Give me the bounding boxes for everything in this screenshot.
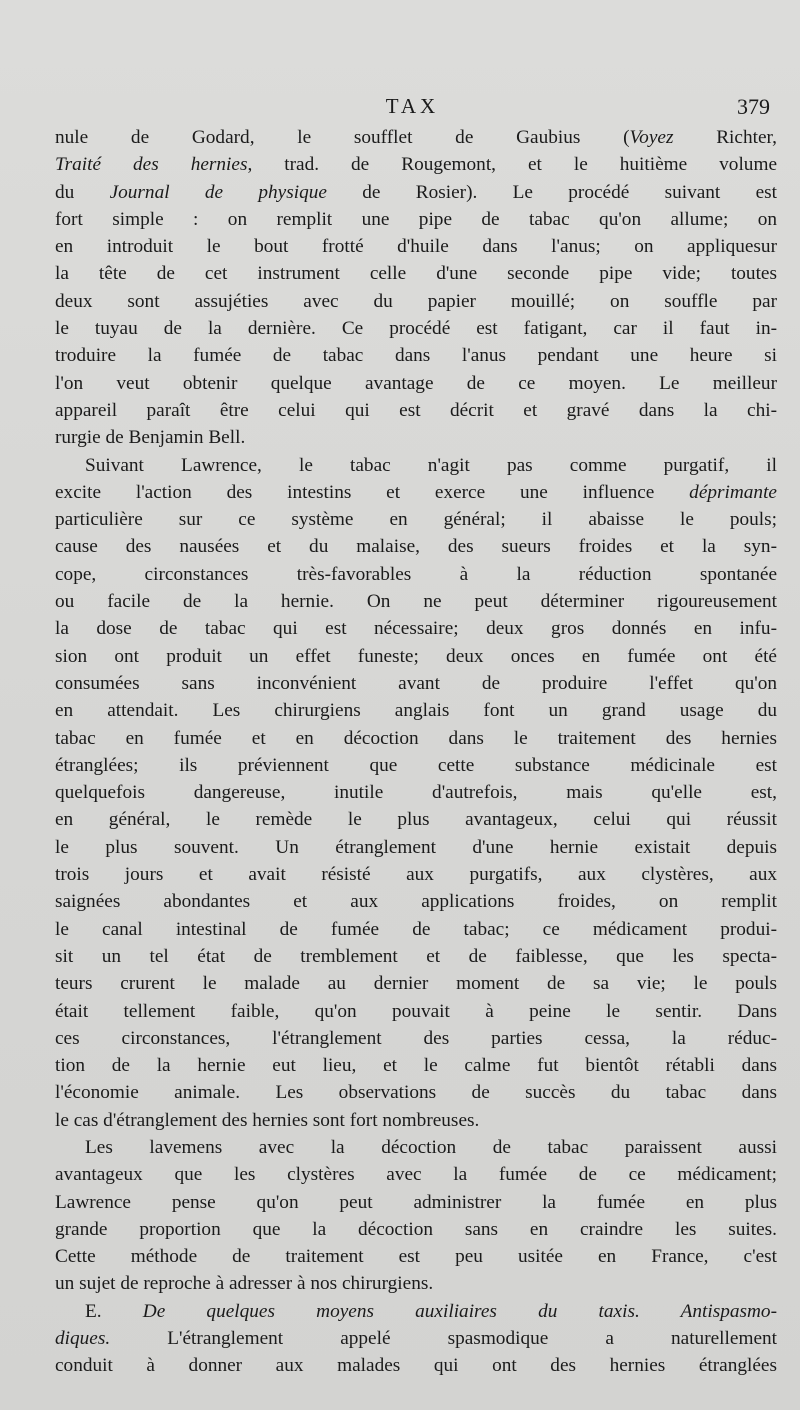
text-line: Traité des hernies, trad. de Rougemont, et le huitième volume <box>55 154 778 176</box>
paragraph-3 <box>55 1134 777 1298</box>
text-line: rurgie de Benjamin Bell. <box>55 427 246 449</box>
text-line: quelquefois dangereuse, inutile d'autrefois, mais qu'elle est, <box>55 782 777 804</box>
text-line: en introduit le bout frotté d'huile dans l'anus; on appliquesur <box>55 236 777 258</box>
text-line: le canal intestinal de fumée de tabac; ce médicament produi- <box>55 918 777 940</box>
text-line: Les lavemens avec la décoction de tabac paraissent aussi <box>85 1136 777 1158</box>
text-line: grande proportion que la décoction sans en craindre les suites. <box>55 1218 777 1240</box>
text-line: excite l'action des intestins et exerce une influence déprimante <box>55 481 777 503</box>
text-line: en attendait. Les chirurgiens anglais font un grand usage du <box>55 700 777 722</box>
text-line: sion ont produit un effet funeste; deux onces en fumée ont été <box>55 645 777 667</box>
text-line: l'on veut obtenir quelque avantage de ce moyen. Le meilleur <box>55 372 777 394</box>
text-line: Cette méthode de traitement est peu usitée en France, c'est <box>55 1246 777 1268</box>
text-line: Suivant Lawrence, le tabac n'agit pas comme purgatif, il <box>85 454 777 476</box>
text-line: tion de la hernie eut lieu, et le calme fut bientôt rétabli dans <box>55 1055 777 1077</box>
text-line: le plus souvent. Un étranglement d'une hernie existait depuis <box>55 836 777 858</box>
text-line: consumées sans inconvénient avant de produire l'effet qu'on <box>55 672 777 694</box>
text-line: saignées abondantes et aux applications froides, on remplit <box>55 891 777 913</box>
text-line: trois jours et avait résisté aux purgatifs, aux clystères, aux <box>55 864 777 886</box>
text-line: Lawrence pense qu'on peut administrer la fumée en plus <box>55 1191 777 1213</box>
text-line: particulière sur ce système en général; il abaisse le pouls; <box>55 509 777 531</box>
text-line: diques. L'étranglement appelé spasmodique a naturellement <box>55 1328 777 1350</box>
text-line: conduit à donner aux malades qui ont des hernies étranglées <box>55 1355 777 1377</box>
running-title: TAX <box>385 94 440 118</box>
text-line: en général, le remède le plus avantageux, celui qui réussit <box>55 809 777 831</box>
text-line: fort simple : on remplit une pipe de tabac qu'on allume; on <box>55 208 777 230</box>
text-line: ces circonstances, l'étranglement des parties cessa, la réduc- <box>55 1027 777 1049</box>
paragraph-1 <box>55 124 777 452</box>
text-line: cope, circonstances très-favorables à la réduction spontanée <box>55 563 777 585</box>
text-line: était tellement faible, qu'on pouvait à peine le sentir. Dans <box>55 1000 777 1022</box>
text-line: la dose de tabac qui est nécessaire; deux gros donnés en infu- <box>55 618 777 640</box>
paragraph-2 <box>55 452 777 1134</box>
body-text <box>55 124 777 1380</box>
text-line: un sujet de reproche à adresser à nos chirurgiens. <box>55 1273 434 1295</box>
text-line: troduire la fumée de tabac dans l'anus pendant une heure si <box>55 345 777 367</box>
text-line: tabac en fumée et en décoction dans le traitement des hernies <box>55 727 777 749</box>
text-line: du Journal de physique de Rosier). Le procédé suivant est <box>55 181 777 203</box>
text-line: nule de Godard, le soufflet de Gaubius (Voyez Richter, <box>55 127 777 148</box>
text-line: appareil paraît être celui qui est décrit et gravé dans la chi- <box>55 399 777 421</box>
page-header <box>55 94 770 126</box>
text-line: le cas d'étranglement des hernies sont fort nombreuses. <box>55 1109 480 1131</box>
text-line: la tête de cet instrument celle d'une seconde pipe vide; toutes <box>55 263 777 285</box>
text-line: l'économie animale. Les observations de succès du tabac dans <box>55 1082 777 1104</box>
text-line: cause des nausées et du malaise, des sueurs froides et la syn- <box>55 536 777 558</box>
text-line: E. De quelques moyens auxiliaires du taxis. Antispasmo- <box>85 1300 777 1322</box>
text-line: étranglées; ils préviennent que cette substance médicinale est <box>55 754 777 776</box>
text-line: teurs crurent le malade au dernier moment de sa vie; le pouls <box>55 973 777 995</box>
text-line: sit un tel état de tremblement et de faiblesse, que les specta- <box>55 945 777 967</box>
text-line: ou facile de la hernie. On ne peut déterminer rigoureusement <box>55 591 777 613</box>
paragraph-4 <box>55 1298 777 1380</box>
text-line: avantageux que les clystères avec la fumée de ce médicament; <box>55 1164 777 1186</box>
text-line: deux sont assujéties avec du papier mouillé; on souffle par <box>55 290 777 312</box>
text-line: le tuyau de la dernière. Ce procédé est fatigant, car il faut in- <box>55 318 777 340</box>
page-number: 379 <box>737 94 770 119</box>
